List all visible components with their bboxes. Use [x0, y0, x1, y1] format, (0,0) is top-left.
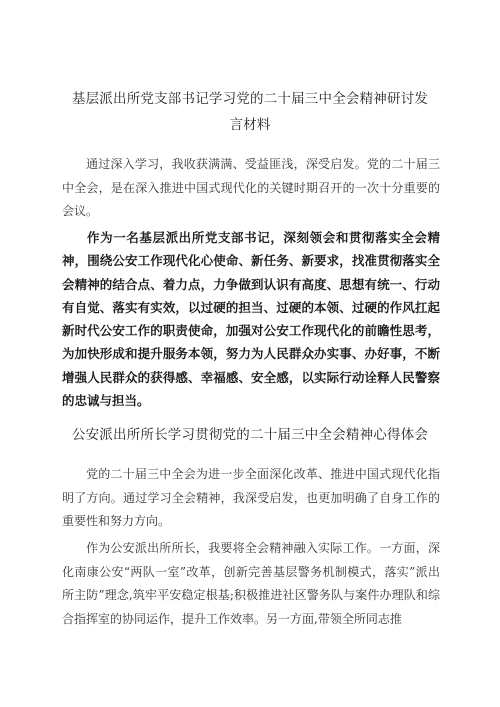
section-2-paragraph-1: 党的二十届三中全会为进一步全面深化改革、推进中国式现代化指明了方向。通过学习全会精神，我深受启发，也更加明确了自身工作的重要性和努力方向。 [62, 467, 440, 528]
section-2-paragraph-2: 作为公安派出所所长，我要将全会精神融入实际工作。一方面，深化南康公安“两队一室”改革，创新完善基层警务机制模式，落实”派出所主防”理念,筑牢平安稳定根基;积极推进社区警务队与案件办理队和综合指挥室的协同运作，提升工作效率。另一方面,带领全所同志推 [62, 541, 440, 626]
section-1-paragraph-1: 通过深入学习，我收获满满、受益匪浅，深受启发。党的二十届三中全会，是在深入推进中国式现代化的关键时期召开的一次十分重要的会议。 [62, 157, 440, 218]
section-2-title: 公安派出所所长学习贯彻党的二十届三中全会精神心得体会 [71, 427, 429, 443]
document-title: 基层派出所党支部书记学习党的二十届三中全会精神研讨发言材料 [71, 91, 429, 133]
section-1-paragraph-2: 作为一名基层派出所党支部书记，深刻领会和贯彻落实全会精神，围绕公安工作现代化心使命、新任务、新要求，找准贯彻落实全会精神的结合点、着力点，力争做到认识有高度、思想有统一、行动有自觉、落实有实效，以过硬的担当、过硬的本领、过硬的作风扛起新时代公安工作的职责使命，加强对公安工作现代化的前瞻性思考，为加快形成和提升服务本领，努力为人民群众办实事、办好事，不断增强人民群众的获得感、幸福感、安全感，以实际行动诠释人民警察的忠诚与担当。 [62, 230, 440, 409]
